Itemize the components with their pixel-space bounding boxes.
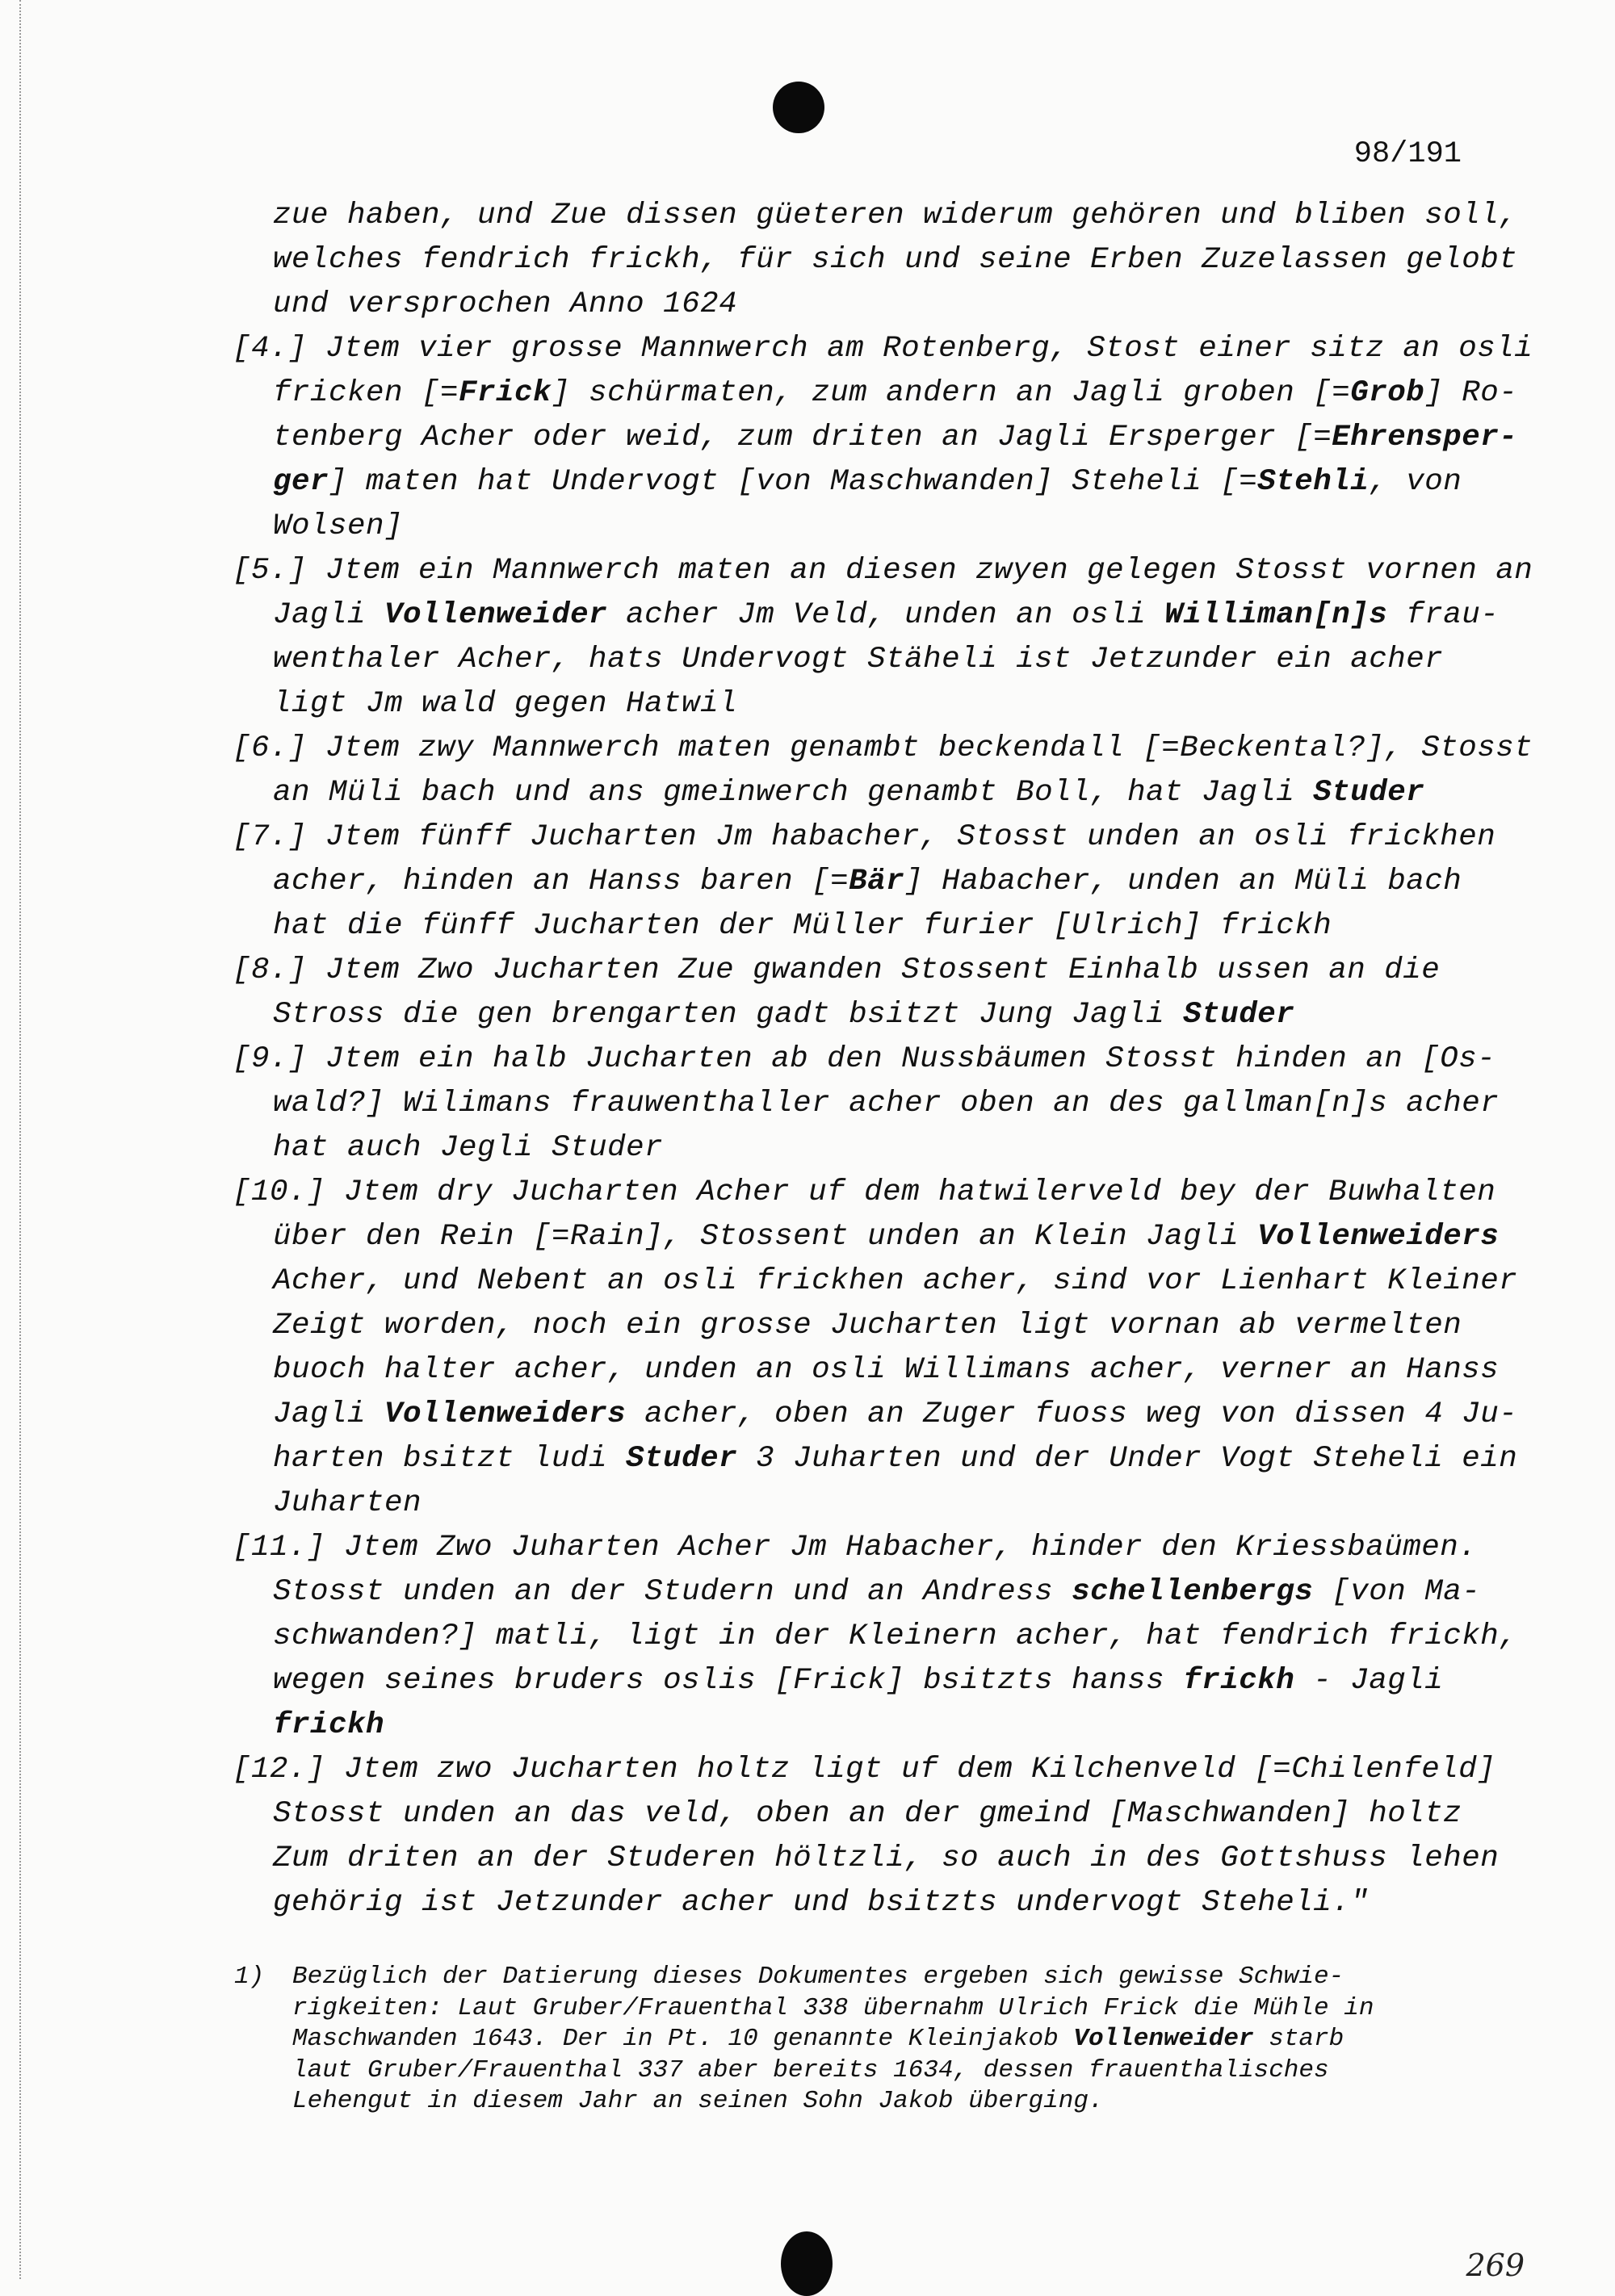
bold-name: Vollenweider bbox=[384, 598, 608, 632]
text-line: Jagli Vollenweiders acher, oben an Zuger fuoss weg von dissen 4 Ju- bbox=[273, 1397, 1518, 1431]
text-line: [6.] Jtem zwy Mannwerch maten genambt beckendall [=Beckental?], Stosst bbox=[233, 731, 1533, 765]
text-line: Zum driten an der Studeren höltzli, so auch in des Gottshuss lehen bbox=[273, 1841, 1500, 1875]
entry-number: [11.] bbox=[233, 1531, 345, 1565]
text-line: [8.] Jtem Zwo Jucharten Zue gwanden Stossent Einhalb ussen an die bbox=[233, 953, 1441, 987]
bold-name: Williman[n]s bbox=[1164, 598, 1388, 632]
entry-item bbox=[233, 549, 1533, 727]
text-line: an Müli bach und ans gmeinwerch genambt Boll, hat Jagli Studer bbox=[273, 776, 1425, 810]
text-line: Zeigt worden, noch ein grosse Jucharten ligt vornan ab vermelten bbox=[273, 1309, 1462, 1343]
text-line: Stosst unden an das veld, oben an der gmeind [Maschwanden] holtz bbox=[273, 1797, 1462, 1831]
text-line: gehörig ist Jetzunder acher und bsitzts undervogt Steheli." bbox=[273, 1886, 1370, 1920]
handwritten-number: 269 bbox=[1466, 2248, 1525, 2283]
bold-name: Vollenweiders bbox=[1257, 1220, 1500, 1254]
binding-edge bbox=[0, 0, 21, 2279]
text-line: welches fendrich frickh, für sich und seine Erben Zuzelassen gelobt bbox=[273, 243, 1518, 277]
text-line: ligt Jm wald gegen Hatwil bbox=[273, 687, 738, 721]
entry-number: [4.] bbox=[233, 332, 326, 366]
entry-number: [12.] bbox=[233, 1753, 345, 1787]
text-line: über den Rein [=Rain], Stossent unden an Klein Jagli Vollenweiders bbox=[273, 1220, 1500, 1254]
entries-list bbox=[233, 327, 1533, 1925]
bold-name: Vollenweiders bbox=[384, 1397, 627, 1431]
document-body bbox=[233, 194, 1533, 1925]
text-line: wald?] Wilimans frauwenthaller acher oben an des gallman[n]s acher bbox=[273, 1087, 1500, 1121]
text-line: harten bsitzt ludi Studer 3 Juharten und der Under Vogt Steheli ein bbox=[273, 1442, 1518, 1476]
entry-item bbox=[233, 727, 1533, 815]
entry-item bbox=[233, 949, 1464, 1037]
bold-name: Studer bbox=[1313, 776, 1425, 810]
entry-number: [7.] bbox=[233, 820, 326, 854]
text-line: Maschwanden 1643. Der in Pt. 10 genannte Kleinjakob Vollenweider starb bbox=[292, 2025, 1344, 2053]
text-line: fricken [=Frick] schürmaten, zum andern an Jagli groben [=Grob] Ro- bbox=[273, 376, 1518, 410]
bold-name: frickh bbox=[1183, 1664, 1295, 1698]
text-line: wenthaler Acher, hats Undervogt Stäheli ist Jetzunder ein acher bbox=[273, 643, 1444, 677]
bold-name: Grob bbox=[1350, 376, 1425, 410]
text-line: tenberg Acher oder weid, zum driten an Jagli Ersperger [=Ehrensper- bbox=[273, 421, 1518, 455]
entry-number: [6.] bbox=[233, 731, 326, 765]
text-line: [7.] Jtem fünff Jucharten Jm habacher, Stosst unden an osli frickhen bbox=[233, 820, 1496, 854]
text-line bbox=[233, 1703, 1464, 1748]
footnote bbox=[234, 1962, 1470, 2118]
footnote-number: 1) bbox=[234, 1963, 265, 1991]
text-line: wegen seines bruders oslis [Frick] bsitzts hanss frickh - Jagli bbox=[273, 1664, 1444, 1698]
bold-name: Stehli bbox=[1257, 465, 1370, 499]
text-line: hat auch Jegli Studer bbox=[273, 1131, 664, 1165]
punch-hole-bottom bbox=[781, 2231, 833, 2296]
text-line: Juharten bbox=[273, 1486, 422, 1520]
entry-number: [10.] bbox=[233, 1175, 345, 1209]
entry-item bbox=[233, 1526, 1518, 1748]
text-line: Bezüglich der Datierung dieses Dokumentes ergeben sich gewisse Schwie- bbox=[292, 1963, 1344, 1991]
text-line: [12.] Jtem zwo Jucharten holtz ligt uf dem Kilchenveld [=Chilenfeld] bbox=[233, 1753, 1496, 1787]
text-line: [5.] Jtem ein Mannwerch maten an diesen zwyen gelegen Stosst vornen an bbox=[233, 554, 1533, 588]
entry-number: [5.] bbox=[233, 554, 326, 588]
text-line: Stross die gen brengarten gadt bsitzt Jung Jagli Studer bbox=[273, 998, 1295, 1032]
text-line: schwanden?] matli, ligt in der Kleinern acher, hat fendrich frickh, bbox=[273, 1619, 1518, 1653]
bold-name: schellenbergs bbox=[1072, 1575, 1314, 1609]
entry-item bbox=[233, 1171, 1518, 1526]
text-line: hat die fünff Jucharten der Müller furier [Ulrich] frickh bbox=[273, 909, 1332, 943]
bold-name: frickh bbox=[273, 1708, 385, 1742]
bold-name: Vollenweider bbox=[1073, 2025, 1254, 2053]
bold-name: Frick bbox=[459, 376, 552, 410]
text-line: ger] maten hat Undervogt [von Maschwanden] Steheli [=Stehli, von bbox=[273, 465, 1462, 499]
entry-item bbox=[233, 327, 1533, 549]
text-line: [10.] Jtem dry Jucharten Acher uf dem hatwilerveld bey der Buwhalten bbox=[233, 1175, 1496, 1209]
entry-item bbox=[233, 1748, 1500, 1925]
bold-name: Bär bbox=[849, 865, 905, 899]
text-line: [4.] Jtem vier grosse Mannwerch am Rotenberg, Stost einer sitz an osli bbox=[233, 332, 1533, 366]
bold-name: Studer bbox=[1183, 998, 1295, 1032]
bold-name: Studer bbox=[626, 1442, 738, 1476]
entry-item bbox=[233, 1037, 1500, 1171]
text-line: buoch halter acher, unden an osli Willimans acher, verner an Hanss bbox=[273, 1353, 1500, 1387]
text-line: und versprochen Anno 1624 bbox=[273, 287, 738, 321]
text-line: Stosst unden an der Studern und an Andress schellenbergs [von Ma- bbox=[273, 1575, 1481, 1609]
entry-item bbox=[233, 815, 1496, 949]
text-line: [11.] Jtem Zwo Juharten Acher Jm Habacher, hinder den Kriessbaümen. bbox=[233, 1531, 1478, 1565]
text-line: Lehengut in diesem Jahr an seinen Sohn Jakob überging. bbox=[292, 2087, 1104, 2115]
text-line: [9.] Jtem ein halb Jucharten ab den Nussbäumen Stosst hinden an [Os- bbox=[233, 1042, 1496, 1076]
bold-name: ger bbox=[273, 465, 329, 499]
text-line: Jagli Vollenweider acher Jm Veld, unden an osli Williman[n]s frau- bbox=[273, 598, 1500, 632]
punch-hole-top bbox=[773, 82, 824, 133]
footnote-text bbox=[234, 1962, 1470, 2118]
intro-paragraph bbox=[233, 194, 1518, 327]
entry-number: [8.] bbox=[233, 953, 326, 987]
text-line: laut Gruber/Frauenthal 337 aber bereits 1634, dessen frauenthalisches bbox=[292, 2055, 1329, 2084]
text-line: Wolsen] bbox=[273, 509, 404, 543]
page-number: 98/191 bbox=[1353, 137, 1462, 171]
text-line: rigkeiten: Laut Gruber/Frauenthal 338 übernahm Ulrich Frick die Mühle in bbox=[292, 1993, 1374, 2022]
text-line: Acher, und Nebent an osli frickhen acher, sind vor Lienhart Kleiner bbox=[273, 1264, 1518, 1298]
text-line: acher, hinden an Hanss baren [=Bär] Habacher, unden an Müli bach bbox=[273, 865, 1462, 899]
bold-name: Ehrensper- bbox=[1332, 421, 1518, 455]
text-line: zue haben, und Zue dissen güeteren widerum gehören und bliben soll, bbox=[273, 199, 1518, 233]
entry-number: [9.] bbox=[233, 1042, 326, 1076]
